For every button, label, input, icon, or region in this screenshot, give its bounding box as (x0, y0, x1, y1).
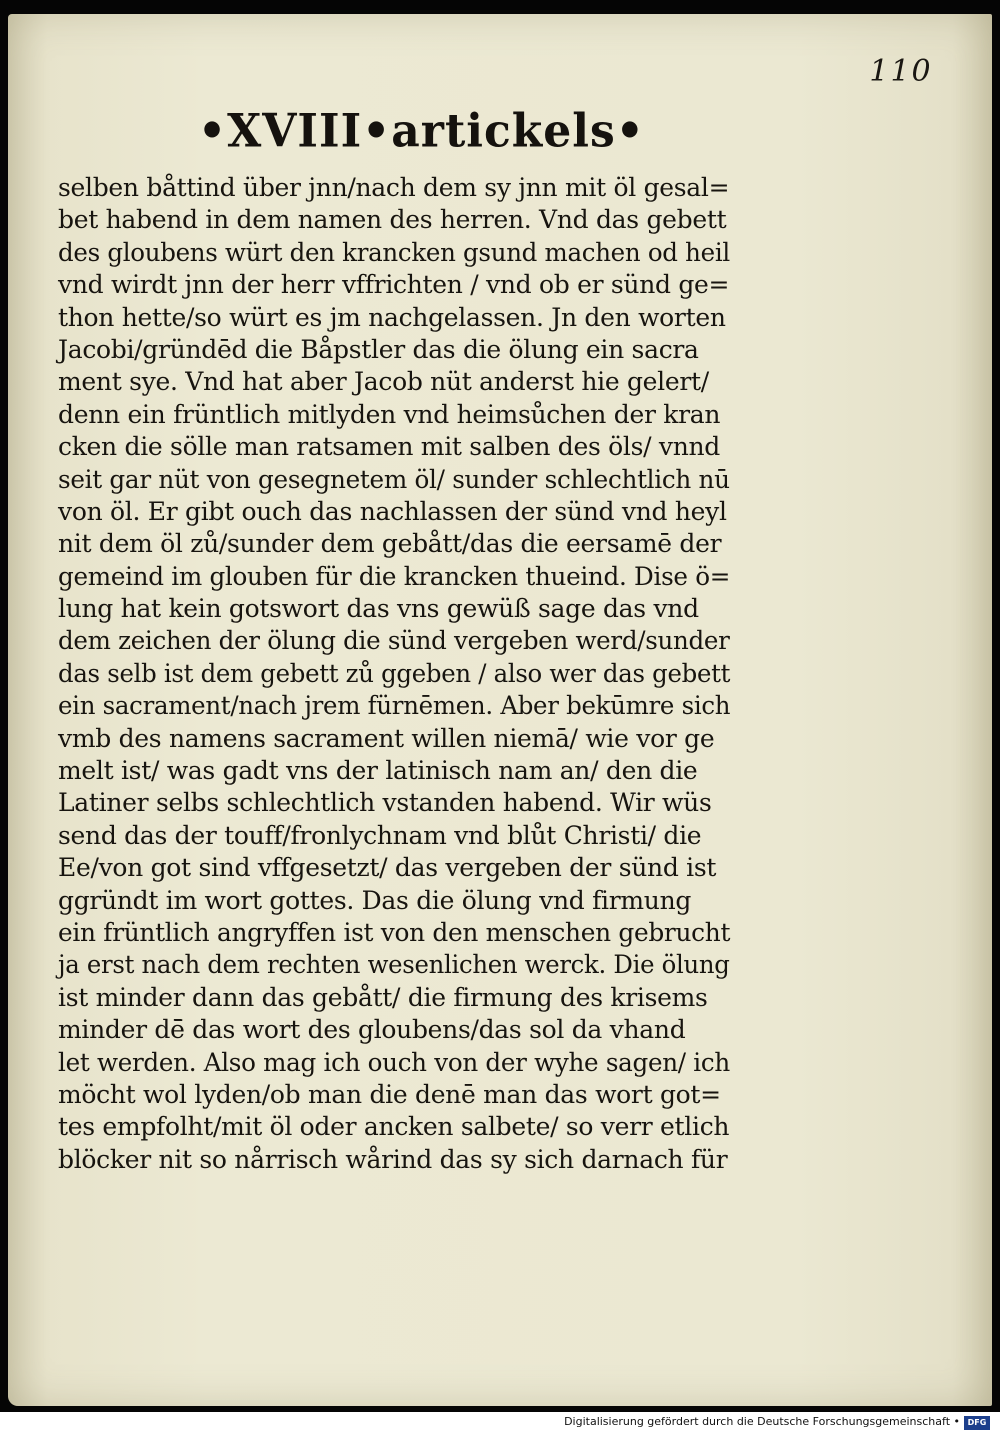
text-line: tes empfolht/mit öl oder ancken salbete/ so verr etlich (58, 1112, 730, 1142)
text-line: minder dē̄ das wort des gloubens/das sol da vhand (58, 1015, 686, 1045)
text-line: gemeind im glouben für die krancken thueind. Dise ö= (58, 561, 731, 591)
text-line: thon hette/so würt es jm nachgelassen. Jn den worten (58, 302, 726, 332)
text-line: möcht wol lyden/ob man die denē man das wort got= (58, 1079, 721, 1109)
text-line: ist minder dann das gebått/ die firmung des krisems (58, 982, 708, 1012)
text-line: Ee/von got sind vffgesetzt/ das vergeben der sünd ist (58, 853, 717, 883)
dfg-logo-icon: DFG (964, 1416, 990, 1430)
book-page (8, 14, 992, 1406)
text-line: melt ist/ was gadt vns der latinisch nam an/ den die (58, 756, 698, 786)
text-line: von öl. Er gibt ouch das nachlassen der sünd vnd heyl (58, 496, 727, 526)
text-line: ggründt im wort gottes. Das die ölung vnd firmung (58, 885, 692, 915)
text-line: ment sye. Vnd hat aber Jacob nüt anderst hie gelert/ (58, 367, 709, 397)
text-line: ein sacrament/nach jrem fürnēmen. Aber bekūmre sich (58, 691, 731, 721)
text-line: lung hat kein gotswort das vns gewüß sage das vnd (58, 594, 699, 624)
footer-credit: Digitalisierung gefördert durch die Deutsche Forschungsgemeinschaft • (564, 1415, 960, 1428)
text-line: denn ein früntlich mitlyden vnd heimsůchen der kran (58, 399, 721, 429)
text-block (58, 172, 730, 1176)
text-line: dem zeichen der ölung die sünd vergeben werd/sunder (58, 626, 730, 656)
text-line: ja erst nach dem rechten wesenlichen werck. Die ölung (58, 950, 730, 980)
text-line: vnd wirdt jnn der herr vffrichten / vnd ob er sünd ge= (58, 270, 730, 300)
text-line: blöcker nit so nårrisch wårind das sy sich darnach für (58, 1144, 728, 1174)
text-line: das selb ist dem gebett zů ggeben / also wer das gebett (58, 658, 731, 688)
text-line: selben båttind über jnn/nach dem sy jnn mit öl gesal= (58, 173, 730, 202)
text-line: ein früntlich angryffen ist von den menschen gebrucht (58, 917, 731, 947)
text-line: send das der touff/fronlychnam vnd blůt Christi/ die (58, 820, 702, 850)
text-line: nit dem öl zů/sunder dem gebått/das die eersamē der (58, 529, 722, 559)
text-line: seit gar nüt von gesegnetem öl/ sunder schlechtlich nū (58, 464, 730, 494)
page-number: 110 (869, 54, 933, 89)
text-line: cken die sölle man ratsamen mit salben des öls/ vnnd (58, 432, 721, 462)
footer (0, 1412, 1000, 1434)
text-line: Jacobi/gründēd die Båpstler das die ölung ein sacra (58, 334, 699, 364)
text-line: let werden. Also mag ich ouch von der wyhe sagen/ ich (58, 1047, 730, 1077)
text-line: vmb des namens sacrament willen niemā/ wie vor ge (58, 723, 715, 753)
text-line: des gloubens würt den krancken gsund machen od heil (58, 237, 730, 267)
text-line: bet habend in dem namen des herren. Vnd das gebett (58, 205, 727, 235)
text-line: Latiner selbs schlechtlich vstanden habend. Wir wüs (58, 788, 712, 818)
running-head: •XVIII•artickels• (198, 104, 645, 159)
